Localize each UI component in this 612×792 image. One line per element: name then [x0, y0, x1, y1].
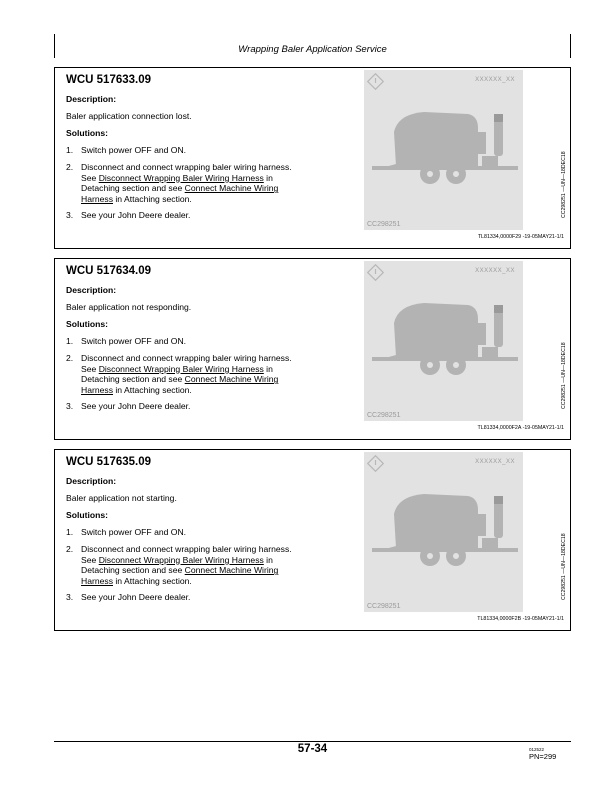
footer-rule [54, 741, 571, 742]
step-text: See your John Deere dealer. [81, 401, 191, 411]
wrapping-baler-illustration [364, 452, 523, 612]
warning-symbol-icon [368, 74, 384, 90]
step-number: 1. [66, 527, 74, 537]
link-disconnect-wrapping-baler-wiring-harness[interactable]: Disconnect Wrapping Baler Wiring Harness [98, 363, 264, 374]
step-number: 2. [66, 162, 74, 172]
diagnostic-section-wcu-517635 [54, 449, 571, 631]
step-text: See your John Deere dealer. [81, 592, 191, 602]
step-number: 1. [66, 145, 74, 155]
warning-symbol-icon [368, 265, 384, 281]
description-label: Description: [66, 94, 117, 104]
step-text: Disconnect and connect wrapping baler wiring harness. See Disconnect Wrapping Baler Wiring Harness in Detaching section and see Connect Machine Wiring Harness in Attaching section. [81, 353, 292, 395]
step-number: 1. [66, 336, 74, 346]
wrapping-baler-illustration [364, 70, 523, 230]
step-text: Disconnect and connect wrapping baler wiring harness. See Disconnect Wrapping Baler Wiring Harness in Detaching section and see Connect Machine Wiring Harness in Attaching section. [81, 544, 292, 586]
step-number: 3. [66, 401, 74, 411]
step-text: See your John Deere dealer. [81, 210, 191, 220]
link-disconnect-wrapping-baler-wiring-harness[interactable]: Disconnect Wrapping Baler Wiring Harness [98, 554, 264, 565]
section-code: WCU 517635.09 [66, 456, 152, 468]
link-connect-machine-wiring-harness[interactable]: Connect Machine Wiring Harness [81, 183, 279, 204]
step-number: 2. [66, 544, 74, 554]
warning-symbol-icon [368, 456, 384, 472]
figure-id: CC298251 [367, 221, 401, 228]
step-text: Switch power OFF and ON. [81, 336, 187, 346]
figure-id: CC298251 [367, 412, 401, 419]
step-text: Switch power OFF and ON. [81, 145, 187, 155]
page-number: 57-34 [297, 743, 328, 755]
figure-code: XXXXXX_XX [475, 77, 515, 83]
description-text: Baler application not starting. [66, 493, 177, 503]
figure-code: XXXXXX_XX [475, 459, 515, 465]
figure-side-label: CC298251 —UN—18DEC18 [561, 533, 567, 600]
pn-label: PN=299 [529, 752, 557, 761]
link-connect-machine-wiring-harness[interactable]: Connect Machine Wiring Harness [81, 565, 279, 586]
description-text: Baler application connection lost. [66, 111, 192, 121]
figure-id: CC298251 [367, 603, 401, 610]
running-header: Wrapping Baler Application Service [238, 44, 387, 55]
diagnostic-section-wcu-517634 [54, 258, 571, 440]
solutions-label: Solutions: [66, 510, 109, 520]
solutions-label: Solutions: [66, 128, 109, 138]
baler-drawing [364, 452, 523, 612]
figure-code: XXXXXX_XX [475, 268, 515, 274]
baler-drawing [364, 70, 523, 230]
section-reference: TL81334,0000F29 -19-05MAY21-1/1 [477, 234, 564, 240]
description-label: Description: [66, 285, 117, 295]
description-label: Description: [66, 476, 117, 486]
figure-side-label: CC298251 —UN—18DEC18 [561, 151, 567, 218]
section-reference: TL81334,0000F2A -19-05MAY21-1/1 [477, 425, 564, 431]
step-text: Disconnect and connect wrapping baler wiring harness. See Disconnect Wrapping Baler Wiring Harness in Detaching section and see Connect Machine Wiring Harness in Attaching section. [81, 162, 292, 204]
link-connect-machine-wiring-harness[interactable]: Connect Machine Wiring Harness [81, 374, 279, 395]
solutions-label: Solutions: [66, 319, 109, 329]
edition-code: 012522 [529, 747, 545, 752]
step-number: 3. [66, 592, 74, 602]
wrapping-baler-illustration [364, 261, 523, 421]
section-code: WCU 517633.09 [66, 74, 152, 86]
section-code: WCU 517634.09 [66, 265, 152, 277]
step-number: 3. [66, 210, 74, 220]
step-text: Switch power OFF and ON. [81, 527, 187, 537]
baler-drawing [364, 261, 523, 421]
description-text: Baler application not responding. [66, 302, 192, 312]
section-reference: TL81334,0000F2B -19-05MAY21-1/1 [477, 616, 564, 622]
figure-side-label: CC298251 —UN—18DEC18 [561, 342, 567, 409]
diagnostic-section-wcu-517633 [54, 67, 571, 249]
link-disconnect-wrapping-baler-wiring-harness[interactable]: Disconnect Wrapping Baler Wiring Harness [98, 172, 264, 183]
step-number: 2. [66, 353, 74, 363]
